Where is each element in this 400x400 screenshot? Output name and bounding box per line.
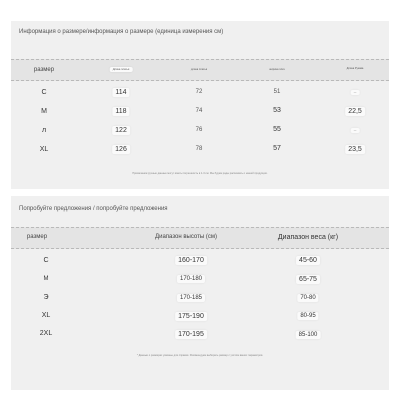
row-value: 72	[195, 89, 203, 95]
col-size-header: размер	[33, 67, 55, 73]
size-info-heading: Информация о размере/информация о размере (единица измерения см)	[19, 29, 224, 35]
row-size: л	[41, 127, 47, 134]
size-info-note: Примечание:ручные данные могут иметь погрешность в 1-3 см. Мы будем рады рассказать о нашей продукции.	[132, 172, 268, 175]
row-value: 114	[112, 88, 129, 97]
row-value: 57	[273, 145, 281, 152]
row-size: 2XL	[39, 330, 53, 337]
row-weight-range: 45-60	[296, 256, 320, 265]
row-value: 74	[195, 108, 203, 114]
row-value: 78	[195, 146, 203, 152]
row-value: 55	[273, 126, 281, 133]
col-dress-length-header: Длина платья	[110, 67, 133, 72]
row-value: 126	[112, 145, 130, 154]
row-height-range: 170-185	[177, 294, 205, 302]
col-height-range-header: Диапазон высоты (см)	[155, 234, 217, 240]
row-height-range: 170-180	[177, 275, 205, 283]
row-height-range: 170-195	[175, 330, 207, 339]
row-weight-range: 70-80	[297, 294, 318, 302]
row-height-range: 160-170	[175, 256, 207, 265]
recommendation-note: * Данные о размерах указаны для справки. Рекомендуем выбирать размер с учётом ваших параметров.	[136, 354, 264, 357]
size-info-panel	[11, 21, 389, 189]
row-value: 53	[273, 107, 281, 114]
row-size: М	[43, 276, 49, 282]
row-height-range: 175-190	[175, 312, 207, 321]
col-shoulder-header: ширина плеч	[269, 68, 285, 71]
row-value: 76	[195, 127, 203, 133]
col-sleeve-header: Длина Рукава	[346, 67, 364, 70]
row-value: —	[351, 128, 360, 133]
col-length-header: длина платья	[190, 68, 208, 71]
row-size: XL	[39, 146, 49, 153]
recommendation-panel	[11, 196, 389, 390]
row-weight-range: 80-95	[297, 312, 318, 320]
recommendation-heading: Попробуйте предложения / попробуйте предложения	[19, 206, 168, 212]
row-size: Э	[43, 294, 49, 301]
row-size: XL	[41, 312, 51, 319]
recommendation-header-row	[11, 227, 389, 249]
row-value: 23,5	[345, 145, 365, 154]
col-weight-range-header: Диапазон веса (кг)	[277, 234, 339, 241]
row-value: 22,5	[345, 107, 365, 116]
size-info-header-row	[11, 59, 389, 81]
row-value: 122	[112, 126, 130, 135]
row-weight-range: 65-75	[296, 275, 320, 284]
row-value: —	[351, 90, 360, 95]
row-size: М	[41, 108, 47, 115]
row-weight-range: 85-100	[296, 331, 321, 339]
row-size: С	[41, 89, 47, 96]
row-value: 51	[273, 89, 281, 95]
row-value: 118	[112, 107, 129, 116]
col-size-header: размер	[26, 234, 48, 240]
row-size: С	[43, 257, 49, 264]
